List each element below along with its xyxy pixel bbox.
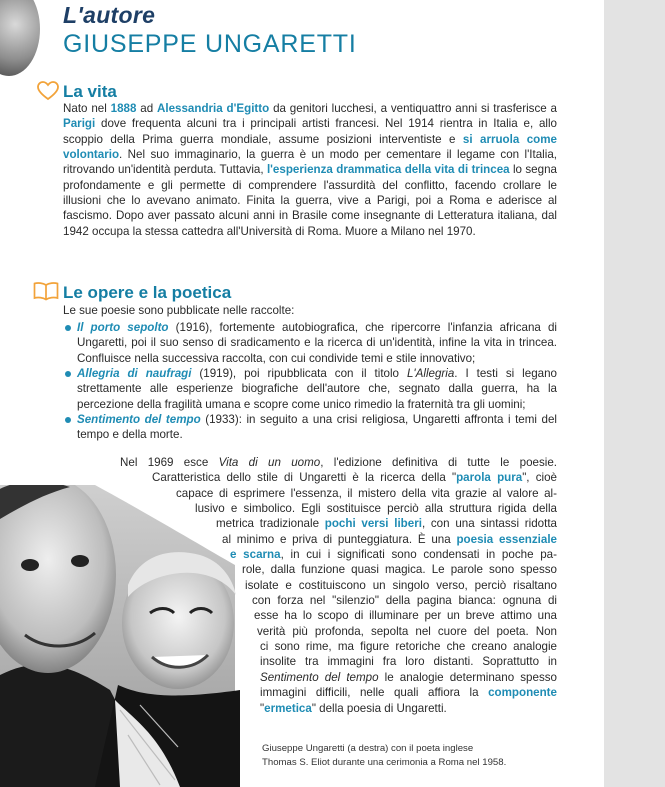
works-intro: Le sue poesie sono pubblicate nelle raccolte: (63, 304, 295, 317)
bullet-icon (65, 325, 71, 331)
photo-caption: Giuseppe Ungaretti (a destra) con il poeta inglese Thomas S. Eliot durante una cerimonia a Roma nel 1958. (262, 743, 507, 768)
author-name: GIUSEPPE UNGARETTI (63, 30, 357, 58)
heart-icon (37, 81, 59, 101)
bullet-icon (65, 371, 71, 377)
life-section-title: La vita (63, 82, 117, 101)
life-paragraph: Nato nel 1888 ad Alessandria d'Egitto da genitori lucchesi, a ventiquattro anni si trasferisce a Parigi dove frequenta alcuni tra i principali artisti francesi. Nel 1914 rientra in Italia e, allo scoppio della Prima guerra mondiale, assume posizioni interventiste e si arruola come volontario. Nel suo immaginario, la guerra è un modo per cementare il legame con l'Italia, ritrovando un'identità perduta. Tuttavia, l'esperienza drammatica della vita di trincea lo segna profondamente e gli permette di comprendere l'assurdità del conflitto, facendo crollare le illusioni che lo avevano animato. Finita la guerra, vive a Parigi, poi a Roma e aderisce al fascismo. Dopo aver passato alcuni anni in Brasile come insegnante di Letteratura italiana, dal 1942 occupa la stessa cattedra all'Università di Roma. Muore a Milano nel 1970. (63, 102, 558, 238)
list-item: Il porto sepolto (1916), fortemente autobiografica, che ripercorre l'infanzia africana di Ungaretti, poi il suo senso di sradicamento e la ricerca di un'identità, infine la vita in trincea. Confluisce nella successiva raccolta, con cui condivide temi e stile innovativo; (63, 320, 557, 366)
page-margin-strip (604, 0, 665, 787)
list-item: Allegria di naufragi (1919), poi ripubblicata con il titolo L'Allegria. I testi si legano strettamente alle esperienze biografiche dell'autore che, segnato dalla guerra, ha la percezione della fragilità umana e scopre come unico rimedio la fraternità tra gli uomini; (63, 366, 557, 412)
works-list (63, 320, 557, 443)
works-section-title: Le opere e la poetica (63, 283, 232, 302)
poetics-paragraph: Nel 1969 esce Vita di un uomo, l'edizione definitiva di tutte le poesie. Caratteristica dello stile di Ungaretti è la ricerca della "parola pura", cioè capace di esprimere l'essenza, il mistero della vita grazie al valore al- lusivo e simbolico. Egli sostituisce perciò alla struttura rigida della metrica tradizionale pochi versi liberi, con una sintassi ridotta al minimo e priva di punteggiatura. È una poesia essenziale e scarna, in cui i significati sono condensati in poche pa- role, dalla funzione quasi magica. Le parole sono spesso isolate e costituiscono un singolo verso, perciò risaltano con forza nel "silenzio" della pagina bianca: ognuna di esse ha lo scopo di illuminare per un breve attimo una verità più profonda, sepolta nel cuore del poeta. Non ci sono rime, ma figure retoriche che creano analogie insolite tra immagini fra loro distanti. Soprattutto in Sentimento del tempo le analogie determinano spesso immagini difficili, nelle quali affiora la componente "ermetica" della poesia di Ungaretti. (120, 456, 558, 715)
author-portrait (0, 0, 40, 76)
list-item: Sentimento del tempo (1933): in seguito a una crisi religiosa, Ungaretti affronta i temi del tempo e della morte. (63, 412, 557, 443)
open-book-icon (33, 281, 59, 301)
bullet-icon (65, 417, 71, 423)
section-kicker: L'autore (63, 2, 156, 28)
